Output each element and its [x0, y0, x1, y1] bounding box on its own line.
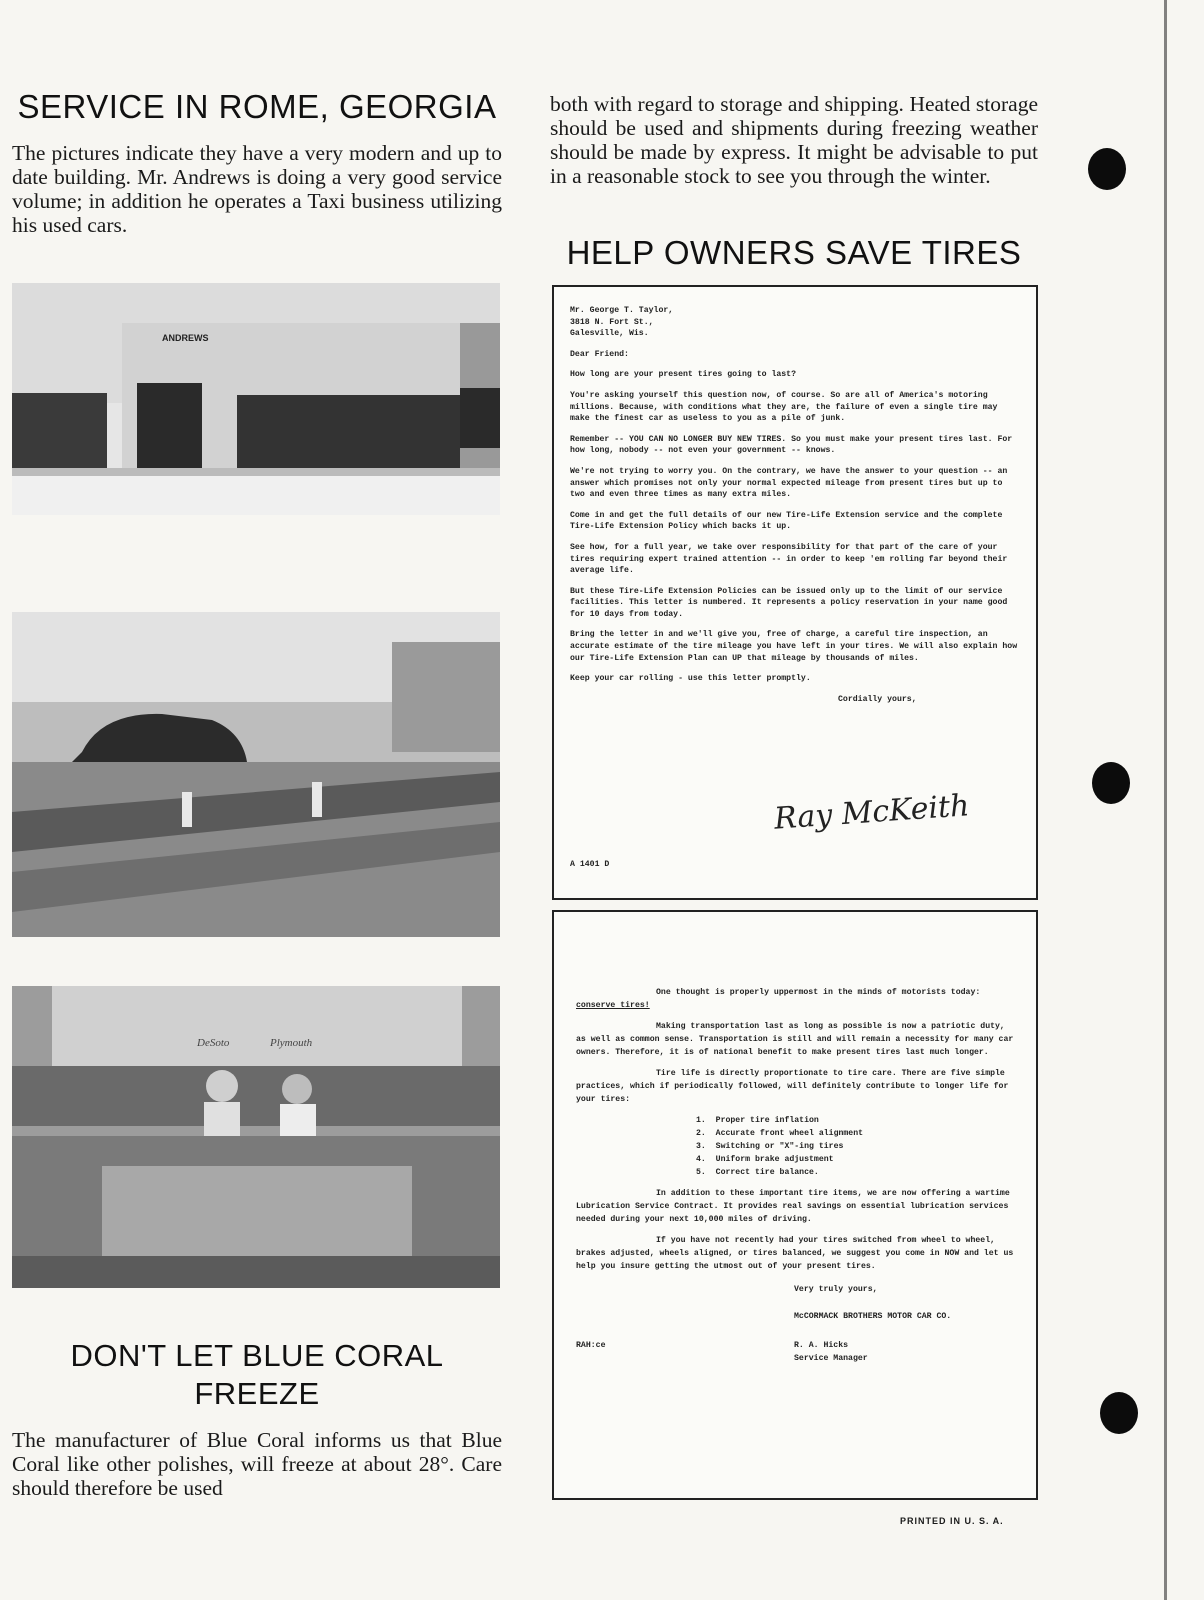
andrews-sign: ANDREWS	[162, 333, 209, 343]
letter2-signer-name: R. A. Hicks	[794, 1341, 849, 1350]
blue-coral-heading	[12, 1337, 502, 1413]
letter1-paragraph: How long are your present tires going to last?	[570, 370, 797, 380]
letter1-paragraph: Bring the letter in and we'll give you, free of charge, a careful tire inspection, an accurate estimate of the tire mileage you have left in your tires. We will also explain how our Tire-Life Extension Plan can UP that mileage by thousands of miles.	[570, 630, 1018, 663]
list-item: 2. Accurate front wheel alignment	[696, 1129, 864, 1138]
binder-hole	[1092, 762, 1130, 804]
page-edge	[1164, 0, 1167, 1600]
binder-hole	[1088, 148, 1126, 190]
list-item: 3. Switching or "X"-ing tires	[696, 1142, 844, 1151]
letter2-signer-title: Service Manager	[794, 1354, 868, 1363]
blue-coral-heading-line1: DON'T LET BLUE CORAL	[70, 1338, 444, 1373]
letter2-paragraph: In addition to these important tire items, we are now offering a wartime Lubrication Service Contract. It provides real savings on essential lubrication services needed during your next 10,000 miles of driving.	[576, 1189, 1010, 1224]
save-tires-heading: HELP OWNERS SAVE TIRES	[566, 234, 1022, 271]
service-rome-heading: SERVICE IN ROME, GEORGIA	[17, 88, 497, 125]
printed-in-usa: PRINTED IN U. S. A.	[900, 1516, 1004, 1526]
letter1-paragraph: See how, for a full year, we take over responsibility for that part of the care of your tires requiring expert trained attention -- in order to keep 'em rolling far beyond their average life.	[570, 542, 1008, 576]
letter1-closing: Cordially yours,	[838, 694, 917, 704]
letter1-paragraph: You're asking yourself this question now, of course. So are all of America's motoring millions. Because, with conditions what they are, the failure of even a single tire may make the finest car as useless to you as a pile of junk.	[570, 390, 998, 424]
list-item: 1. Proper tire inflation	[696, 1116, 819, 1125]
list-item: 5. Correct tire balance.	[696, 1168, 819, 1177]
letter2-paragraph: Tire life is directly proportionate to tire care. There are five simple practices, which if periodically followed, will definitely contribute to longer life for your tires:	[576, 1069, 1009, 1104]
photo-dealership-exterior	[12, 283, 500, 515]
binder-hole	[1100, 1392, 1138, 1434]
service-rome-text: The pictures indicate they have a very modern and up to date building. Mr. Andrews is doing a very good service volume; in addition he operates a Taxi business utilizing his used cars.	[12, 141, 502, 237]
tire-care-list	[696, 1114, 1014, 1179]
blue-coral-continued-text: both with regard to storage and shipping. Heated storage should be used and shipments during freezing weather should be made by express. It might be advisable to put in a reasonable stock to see you through the winter.	[550, 92, 1038, 188]
blue-coral-heading-line2: FREEZE	[194, 1376, 320, 1411]
letter2-paragraph: Making transportation last as long as possible is now a patriotic duty, as well as common sense. Transportation is still and will remain a necessity for many car owners. Therefore, it is of national benefit to make present tires last much longer.	[576, 1022, 1014, 1057]
letter1-salutation: Dear Friend:	[570, 349, 629, 359]
letter2-paragraph: If you have not recently had your tires switched from wheel to wheel, brakes adjusted, wheels aligned, or tires balanced, we suggest you come in NOW and let us help you insure getting the utmost out of your present tires.	[576, 1236, 1014, 1271]
letter2-initials: RAH:ce	[576, 1341, 606, 1350]
letter2-closing: Very truly yours,	[794, 1285, 878, 1294]
tire-life-letter	[552, 285, 1038, 900]
blue-coral-text: The manufacturer of Blue Coral informs us that Blue Coral like other polishes, will freeze at about 28°. Care should therefore be used	[12, 1428, 502, 1500]
letter1-paragraph: Keep your car rolling - use this letter promptly.	[570, 674, 811, 684]
conserve-tires-letter	[552, 910, 1038, 1500]
letter2-signature-block	[576, 1339, 1014, 1369]
letter1-paragraph: Come in and get the full details of our new Tire-Life Extension service and the complete Tire-Life Extension Policy which backs it up.	[570, 510, 1003, 532]
photo-parts-counter	[12, 986, 500, 1288]
conserve-tires-underlined: conserve tires!	[576, 1001, 650, 1010]
letter1-code: A 1401 D	[570, 860, 610, 869]
desoto-sign: DeSoto	[197, 1037, 230, 1049]
letter1-signature: Ray McKeith	[772, 788, 971, 837]
letter2-company: McCORMACK BROTHERS MOTOR CAR CO.	[794, 1312, 952, 1321]
letter1-paragraph: We're not trying to worry you. On the contrary, we have the answer to your question -- an answer which promises not only your normal expected mileage from present tires but up to two and even three times as many extra miles.	[570, 466, 1008, 500]
plymouth-sign: Plymouth	[270, 1037, 313, 1049]
letter1-address: Mr. George T. Taylor, 3818 N. Fort St., Galesville, Wis.	[570, 306, 674, 339]
letter1-paragraph: But these Tire-Life Extension Policies can be issued only up to the limit of our service facilities. This letter is numbered. It represents a policy reservation in your name good for 10 days from today.	[570, 586, 1008, 619]
letter2-opening: One thought is properly uppermost in the minds of motorists today: conserve tires!	[576, 988, 981, 1010]
photo-service-garage	[12, 612, 500, 937]
letter1-paragraph: Remember -- YOU CAN NO LONGER BUY NEW TIRES. So you must make your present tires last. For how long, nobody -- not even your government -- knows.	[570, 434, 1013, 456]
list-item: 4. Uniform brake adjustment	[696, 1155, 834, 1164]
